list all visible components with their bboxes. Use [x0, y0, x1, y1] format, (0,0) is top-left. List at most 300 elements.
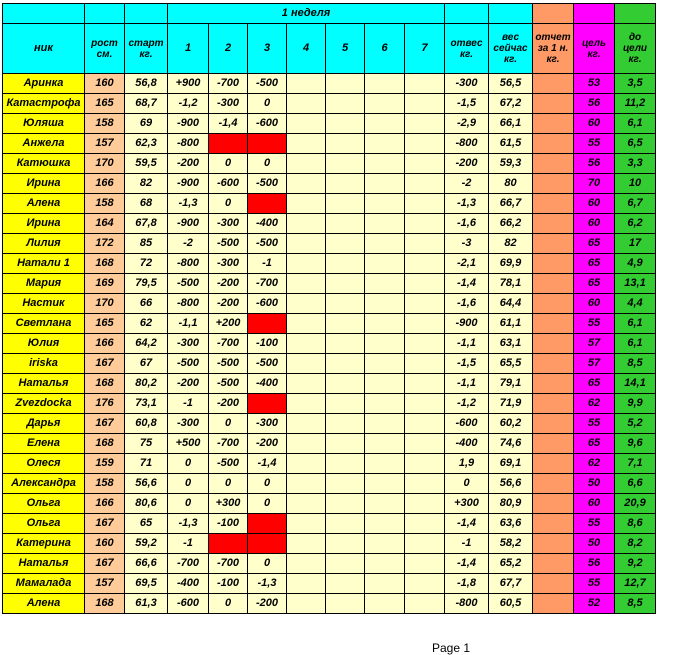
day-2-cell: +300	[209, 494, 248, 514]
day-2-cell: -500	[209, 454, 248, 474]
to-goal-cell: 8,2	[615, 534, 656, 554]
height-cell: 167	[85, 514, 125, 534]
day-4-cell	[287, 454, 326, 474]
goal-cell: 55	[574, 414, 615, 434]
current-weight-cell: 66,2	[489, 214, 533, 234]
day-6-cell	[365, 534, 405, 554]
day-2-cell: -100	[209, 574, 248, 594]
start-weight-cell: 69,5	[125, 574, 168, 594]
header-height: рост см.	[85, 24, 125, 74]
current-weight-cell: 80,9	[489, 494, 533, 514]
current-weight-cell: 67,2	[489, 94, 533, 114]
to-goal-cell: 6,2	[615, 214, 656, 234]
nick-cell: Олеся	[3, 454, 85, 474]
current-weight-cell: 79,1	[489, 374, 533, 394]
day-3-cell: -500	[248, 174, 287, 194]
day-1-cell: -600	[168, 594, 209, 614]
table-row	[3, 554, 656, 574]
day-7-cell	[405, 554, 445, 574]
nick-cell: Светлана	[3, 314, 85, 334]
day-4-cell	[287, 114, 326, 134]
day-5-cell	[326, 394, 365, 414]
day-3-cell: 0	[248, 154, 287, 174]
day-1-cell: -900	[168, 214, 209, 234]
nick-cell: Ольга	[3, 494, 85, 514]
start-weight-cell: 62,3	[125, 134, 168, 154]
day-1-cell: -900	[168, 174, 209, 194]
table-row	[3, 394, 656, 414]
to-goal-cell: 3,5	[615, 74, 656, 94]
lost-cell: -600	[445, 414, 489, 434]
day-5-cell	[326, 594, 365, 614]
goal-cell: 60	[574, 194, 615, 214]
day-1-cell: -2	[168, 234, 209, 254]
day-3-cell: -100	[248, 334, 287, 354]
day-4-cell	[287, 514, 326, 534]
table-row	[3, 174, 656, 194]
day-7-cell	[405, 494, 445, 514]
nick-cell: Ирина	[3, 214, 85, 234]
nick-cell: Zvezdocka	[3, 394, 85, 414]
day-2-cell: -700	[209, 434, 248, 454]
day-2-cell	[209, 134, 248, 154]
day-6-cell	[365, 94, 405, 114]
lost-cell: -1,3	[445, 194, 489, 214]
lost-cell: -1,4	[445, 554, 489, 574]
height-cell: 176	[85, 394, 125, 414]
goal-cell: 62	[574, 454, 615, 474]
day-3-cell: 0	[248, 94, 287, 114]
day-4-cell	[287, 434, 326, 454]
current-weight-cell: 67,7	[489, 574, 533, 594]
nick-cell: Дарья	[3, 414, 85, 434]
current-weight-cell: 56,6	[489, 474, 533, 494]
goal-cell: 55	[574, 134, 615, 154]
day-6-cell	[365, 194, 405, 214]
goal-cell: 60	[574, 214, 615, 234]
day-5-cell	[326, 234, 365, 254]
day-3-cell: -600	[248, 114, 287, 134]
day-4-cell	[287, 574, 326, 594]
day-5-cell	[326, 494, 365, 514]
day-5-cell	[326, 314, 365, 334]
day-2-cell: -200	[209, 274, 248, 294]
table-row	[3, 474, 656, 494]
day-3-cell: 0	[248, 554, 287, 574]
current-weight-cell: 63,1	[489, 334, 533, 354]
goal-cell: 50	[574, 534, 615, 554]
day-7-cell	[405, 194, 445, 214]
start-weight-cell: 80,2	[125, 374, 168, 394]
report-cell	[533, 454, 574, 474]
day-4-cell	[287, 154, 326, 174]
day-4-cell	[287, 494, 326, 514]
day-4-cell	[287, 534, 326, 554]
goal-cell: 65	[574, 234, 615, 254]
day-5-cell	[326, 174, 365, 194]
day-1-cell: -1	[168, 534, 209, 554]
day-2-cell: +200	[209, 314, 248, 334]
goal-cell: 55	[574, 574, 615, 594]
day-3-cell: -500	[248, 354, 287, 374]
report-cell	[533, 114, 574, 134]
height-cell: 167	[85, 354, 125, 374]
day-7-cell	[405, 594, 445, 614]
day-3-cell: 0	[248, 474, 287, 494]
day-7-cell	[405, 94, 445, 114]
start-weight-cell: 72	[125, 254, 168, 274]
nick-cell: Натали 1	[3, 254, 85, 274]
table-row	[3, 214, 656, 234]
start-weight-cell: 64,2	[125, 334, 168, 354]
day-3-cell: -700	[248, 274, 287, 294]
blank-cell	[615, 4, 656, 24]
start-weight-cell: 79,5	[125, 274, 168, 294]
start-weight-cell: 80,6	[125, 494, 168, 514]
start-weight-cell: 56,8	[125, 74, 168, 94]
day-2-cell: -1,4	[209, 114, 248, 134]
lost-cell: -1,1	[445, 374, 489, 394]
day-2-cell: -200	[209, 294, 248, 314]
to-goal-cell: 6,6	[615, 474, 656, 494]
day-3-cell: -1	[248, 254, 287, 274]
current-weight-cell: 82	[489, 234, 533, 254]
day-3-cell: -300	[248, 414, 287, 434]
current-weight-cell: 59,3	[489, 154, 533, 174]
nick-cell: Ирина	[3, 174, 85, 194]
goal-cell: 53	[574, 74, 615, 94]
day-3-cell	[248, 514, 287, 534]
goal-cell: 60	[574, 114, 615, 134]
to-goal-cell: 9,6	[615, 434, 656, 454]
header-day-2: 2	[209, 24, 248, 74]
to-goal-cell: 8,5	[615, 354, 656, 374]
report-cell	[533, 254, 574, 274]
height-cell: 157	[85, 134, 125, 154]
day-4-cell	[287, 554, 326, 574]
day-3-cell: -500	[248, 74, 287, 94]
nick-cell: Юляша	[3, 114, 85, 134]
day-7-cell	[405, 174, 445, 194]
report-cell	[533, 194, 574, 214]
day-6-cell	[365, 514, 405, 534]
day-6-cell	[365, 294, 405, 314]
day-3-cell: -1,3	[248, 574, 287, 594]
start-weight-cell: 60,8	[125, 414, 168, 434]
height-cell: 166	[85, 174, 125, 194]
day-6-cell	[365, 174, 405, 194]
day-7-cell	[405, 234, 445, 254]
to-goal-cell: 3,3	[615, 154, 656, 174]
day-4-cell	[287, 274, 326, 294]
current-weight-cell: 61,1	[489, 314, 533, 334]
day-4-cell	[287, 234, 326, 254]
goal-cell: 50	[574, 474, 615, 494]
to-goal-cell: 4,4	[615, 294, 656, 314]
report-cell	[533, 594, 574, 614]
day-1-cell: 0	[168, 454, 209, 474]
start-weight-cell: 68	[125, 194, 168, 214]
day-6-cell	[365, 254, 405, 274]
day-6-cell	[365, 494, 405, 514]
lost-cell: -1,1	[445, 334, 489, 354]
start-weight-cell: 75	[125, 434, 168, 454]
day-4-cell	[287, 254, 326, 274]
lost-cell: -2,9	[445, 114, 489, 134]
day-5-cell	[326, 474, 365, 494]
day-7-cell	[405, 214, 445, 234]
start-weight-cell: 67,8	[125, 214, 168, 234]
day-6-cell	[365, 74, 405, 94]
to-goal-cell: 9,2	[615, 554, 656, 574]
nick-cell: Мамалада	[3, 574, 85, 594]
table-row	[3, 194, 656, 214]
day-1-cell: -900	[168, 114, 209, 134]
day-3-cell	[248, 314, 287, 334]
table-row	[3, 354, 656, 374]
header-day-7: 7	[405, 24, 445, 74]
lost-cell: -1,6	[445, 294, 489, 314]
table-row	[3, 534, 656, 554]
day-3-cell	[248, 394, 287, 414]
current-weight-cell: 58,2	[489, 534, 533, 554]
day-1-cell: -1	[168, 394, 209, 414]
day-4-cell	[287, 414, 326, 434]
height-cell: 160	[85, 74, 125, 94]
start-weight-cell: 62	[125, 314, 168, 334]
to-goal-cell: 4,9	[615, 254, 656, 274]
day-2-cell: -300	[209, 214, 248, 234]
current-weight-cell: 66,7	[489, 194, 533, 214]
start-weight-cell: 82	[125, 174, 168, 194]
header-now: вес сейчас кг.	[489, 24, 533, 74]
day-6-cell	[365, 214, 405, 234]
day-2-cell: -500	[209, 234, 248, 254]
start-weight-cell: 69	[125, 114, 168, 134]
lost-cell: +300	[445, 494, 489, 514]
report-cell	[533, 134, 574, 154]
current-weight-cell: 65,2	[489, 554, 533, 574]
goal-cell: 57	[574, 354, 615, 374]
day-7-cell	[405, 134, 445, 154]
goal-cell: 56	[574, 94, 615, 114]
start-weight-cell: 56,6	[125, 474, 168, 494]
nick-cell: Лилия	[3, 234, 85, 254]
day-1-cell: 0	[168, 494, 209, 514]
start-weight-cell: 65	[125, 514, 168, 534]
to-goal-cell: 6,1	[615, 314, 656, 334]
day-6-cell	[365, 554, 405, 574]
day-6-cell	[365, 474, 405, 494]
day-2-cell: -300	[209, 254, 248, 274]
nick-cell: Катастрофа	[3, 94, 85, 114]
table-row	[3, 454, 656, 474]
header-start: старт кг.	[125, 24, 168, 74]
report-cell	[533, 374, 574, 394]
day-5-cell	[326, 294, 365, 314]
lost-cell: -1,5	[445, 354, 489, 374]
day-5-cell	[326, 114, 365, 134]
day-4-cell	[287, 94, 326, 114]
height-cell: 167	[85, 414, 125, 434]
current-weight-cell: 65,5	[489, 354, 533, 374]
header-left: до цели кг.	[615, 24, 656, 74]
day-7-cell	[405, 274, 445, 294]
day-7-cell	[405, 434, 445, 454]
day-4-cell	[287, 174, 326, 194]
day-1-cell: -800	[168, 294, 209, 314]
lost-cell: 1,9	[445, 454, 489, 474]
table-row	[3, 94, 656, 114]
day-3-cell: -400	[248, 374, 287, 394]
day-7-cell	[405, 154, 445, 174]
header-report: отчет за 1 н. кг.	[533, 24, 574, 74]
table-row	[3, 74, 656, 94]
height-cell: 168	[85, 594, 125, 614]
day-3-cell: -600	[248, 294, 287, 314]
table-body	[3, 74, 656, 614]
day-7-cell	[405, 574, 445, 594]
day-6-cell	[365, 594, 405, 614]
day-1-cell: -500	[168, 354, 209, 374]
lost-cell: 0	[445, 474, 489, 494]
report-cell	[533, 154, 574, 174]
day-7-cell	[405, 454, 445, 474]
lost-cell: -1,4	[445, 274, 489, 294]
to-goal-cell: 6,1	[615, 334, 656, 354]
goal-cell: 65	[574, 434, 615, 454]
day-6-cell	[365, 114, 405, 134]
day-2-cell: -300	[209, 94, 248, 114]
current-weight-cell: 60,5	[489, 594, 533, 614]
table-row	[3, 414, 656, 434]
day-3-cell: -400	[248, 214, 287, 234]
day-2-cell: -100	[209, 514, 248, 534]
nick-cell: Анжела	[3, 134, 85, 154]
day-2-cell: -500	[209, 374, 248, 394]
day-3-cell: -500	[248, 234, 287, 254]
table-row	[3, 514, 656, 534]
day-1-cell: -1,3	[168, 194, 209, 214]
current-weight-cell: 56,5	[489, 74, 533, 94]
day-3-cell	[248, 134, 287, 154]
day-5-cell	[326, 334, 365, 354]
day-2-cell: -700	[209, 74, 248, 94]
start-weight-cell: 67	[125, 354, 168, 374]
day-5-cell	[326, 534, 365, 554]
start-weight-cell: 68,7	[125, 94, 168, 114]
day-5-cell	[326, 134, 365, 154]
height-cell: 158	[85, 194, 125, 214]
current-weight-cell: 71,9	[489, 394, 533, 414]
day-2-cell: 0	[209, 474, 248, 494]
height-cell: 169	[85, 274, 125, 294]
day-5-cell	[326, 254, 365, 274]
report-cell	[533, 554, 574, 574]
day-6-cell	[365, 154, 405, 174]
to-goal-cell: 8,5	[615, 594, 656, 614]
day-5-cell	[326, 74, 365, 94]
start-weight-cell: 85	[125, 234, 168, 254]
header-row	[3, 24, 656, 74]
height-cell: 159	[85, 454, 125, 474]
report-cell	[533, 214, 574, 234]
report-cell	[533, 74, 574, 94]
day-3-cell: -1,4	[248, 454, 287, 474]
nick-cell: Юлия	[3, 334, 85, 354]
day-1-cell: +500	[168, 434, 209, 454]
to-goal-cell: 6,7	[615, 194, 656, 214]
day-5-cell	[326, 374, 365, 394]
day-1-cell: -800	[168, 254, 209, 274]
height-cell: 166	[85, 334, 125, 354]
height-cell: 158	[85, 114, 125, 134]
day-3-cell: 0	[248, 494, 287, 514]
day-1-cell: -300	[168, 334, 209, 354]
lost-cell: -1,6	[445, 214, 489, 234]
report-cell	[533, 474, 574, 494]
report-cell	[533, 534, 574, 554]
lost-cell: -2	[445, 174, 489, 194]
day-7-cell	[405, 514, 445, 534]
table-row	[3, 314, 656, 334]
day-5-cell	[326, 454, 365, 474]
report-cell	[533, 414, 574, 434]
to-goal-cell: 17	[615, 234, 656, 254]
nick-cell: Александра	[3, 474, 85, 494]
table-row	[3, 374, 656, 394]
start-weight-cell: 66	[125, 294, 168, 314]
goal-cell: 65	[574, 374, 615, 394]
day-3-cell: -200	[248, 434, 287, 454]
day-5-cell	[326, 274, 365, 294]
day-7-cell	[405, 354, 445, 374]
to-goal-cell: 20,9	[615, 494, 656, 514]
to-goal-cell: 14,1	[615, 374, 656, 394]
nick-cell: Елена	[3, 434, 85, 454]
day-7-cell	[405, 314, 445, 334]
table-row	[3, 294, 656, 314]
blank-cell	[489, 4, 533, 24]
current-weight-cell: 64,4	[489, 294, 533, 314]
day-1-cell: -200	[168, 374, 209, 394]
nick-cell: Аринка	[3, 74, 85, 94]
height-cell: 160	[85, 534, 125, 554]
day-4-cell	[287, 214, 326, 234]
day-4-cell	[287, 374, 326, 394]
day-4-cell	[287, 594, 326, 614]
day-3-cell: -200	[248, 594, 287, 614]
day-7-cell	[405, 114, 445, 134]
report-cell	[533, 234, 574, 254]
day-1-cell: -400	[168, 574, 209, 594]
goal-cell: 52	[574, 594, 615, 614]
header-day-5: 5	[326, 24, 365, 74]
to-goal-cell: 10	[615, 174, 656, 194]
report-cell	[533, 334, 574, 354]
report-cell	[533, 494, 574, 514]
day-6-cell	[365, 574, 405, 594]
table-row	[3, 114, 656, 134]
table-row	[3, 254, 656, 274]
day-2-cell: -200	[209, 394, 248, 414]
lost-cell: -200	[445, 154, 489, 174]
height-cell: 168	[85, 434, 125, 454]
to-goal-cell: 9,9	[615, 394, 656, 414]
nick-cell: Настик	[3, 294, 85, 314]
to-goal-cell: 7,1	[615, 454, 656, 474]
report-cell	[533, 174, 574, 194]
